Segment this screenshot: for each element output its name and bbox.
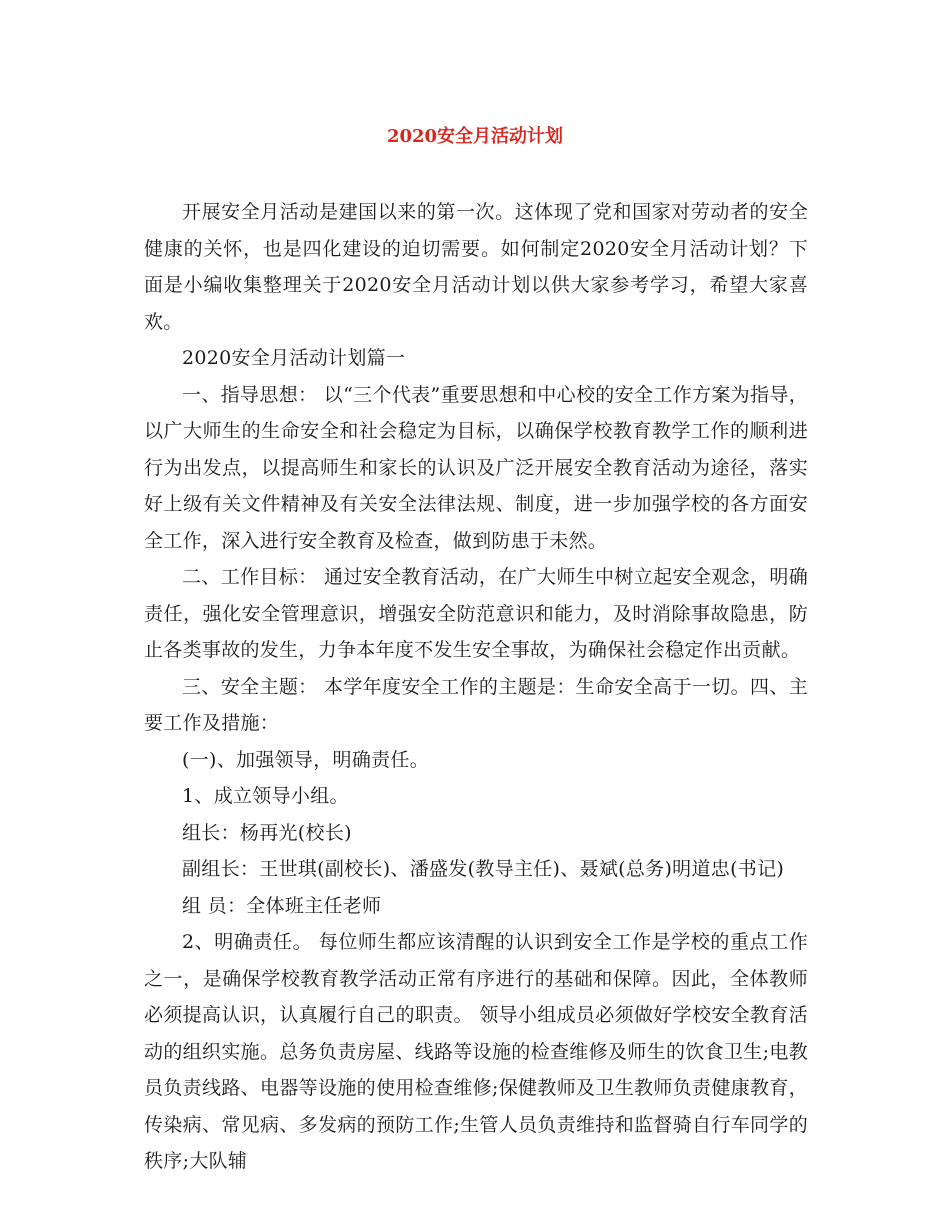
paragraph-group-leader: 组长：杨再光(校长)	[182, 821, 352, 844]
paragraph-work-goals: 二、工作目标： 通过安全教育活动，在广大师生中树立起安全观念，明确责任，强化安全管理意识，增强安全防范意识和能力，及时消除事故隐患，防止各类事故的发生，力争本年度不发生安全事故，为确保社会稳定作出贡献。	[144, 566, 808, 661]
paragraph-responsibilities: 2、明确责任。 每位师生都应该清醒的认识到安全工作是学校的重点工作之一，是确保学校教育教学活动正常有序进行的基础和保障。因此，全体教师必须提高认识，认真履行自己的职责。 领导小组成员必须做好学校安全教育活动的组织实施。总务负责房屋、线路等设施的检查维修及师生的饮食卫生;电教员负责线路、电器等设施的使用检查维修;保健教师及卫生教师负责健康教育，传染病、常见病、多发病的预防工作;生管人员负责维持和监督骑自行车同学的秩序;大队辅	[144, 931, 808, 1172]
paragraph-section-heading: 2020安全月活动计划篇一	[182, 347, 406, 369]
paragraph-strengthen-leadership: (一)、加强领导，明确责任。	[182, 748, 430, 771]
paragraph-intro: 开展安全月活动是建国以来的第一次。这体现了党和国家对劳动者的安全健康的关怀，也是四化建设的迫切需要。如何制定2020安全月活动计划？下面是小编收集整理关于2020安全月活动计划以供大家参考学习，希望大家喜欢。	[144, 201, 808, 333]
paragraph-safety-theme: 三、安全主题： 本学年度安全工作的主题是：生命安全高于一切。四、主要工作及措施：	[144, 675, 808, 734]
paragraph-guiding-ideology: 一、指导思想： 以“三个代表”重要思想和中心校的安全工作方案为指导，以广大师生的生命安全和社会稳定为目标，以确保学校教育教学工作的顺利进行为出发点，以提高师生和家长的认识及广泛开展安全教育活动为途径，落实好上级有关文件精神及有关安全法律法规、制度，进一步加强学校的各方面安全工作，深入进行安全教育及检查，做到防患于未然。	[144, 383, 808, 552]
paragraph-deputy-leaders: 副组长：王世琪(副校长)、潘盛发(教导主任)、聂斌(总务)明道忠(书记)	[182, 858, 785, 880]
paragraph-leading-group: 1、成立领导小组。	[182, 785, 349, 807]
document-title: 2020安全月活动计划	[386, 126, 564, 147]
document-body	[144, 194, 808, 1180]
paragraph-members: 组 员：全体班主任老师	[182, 894, 382, 917]
